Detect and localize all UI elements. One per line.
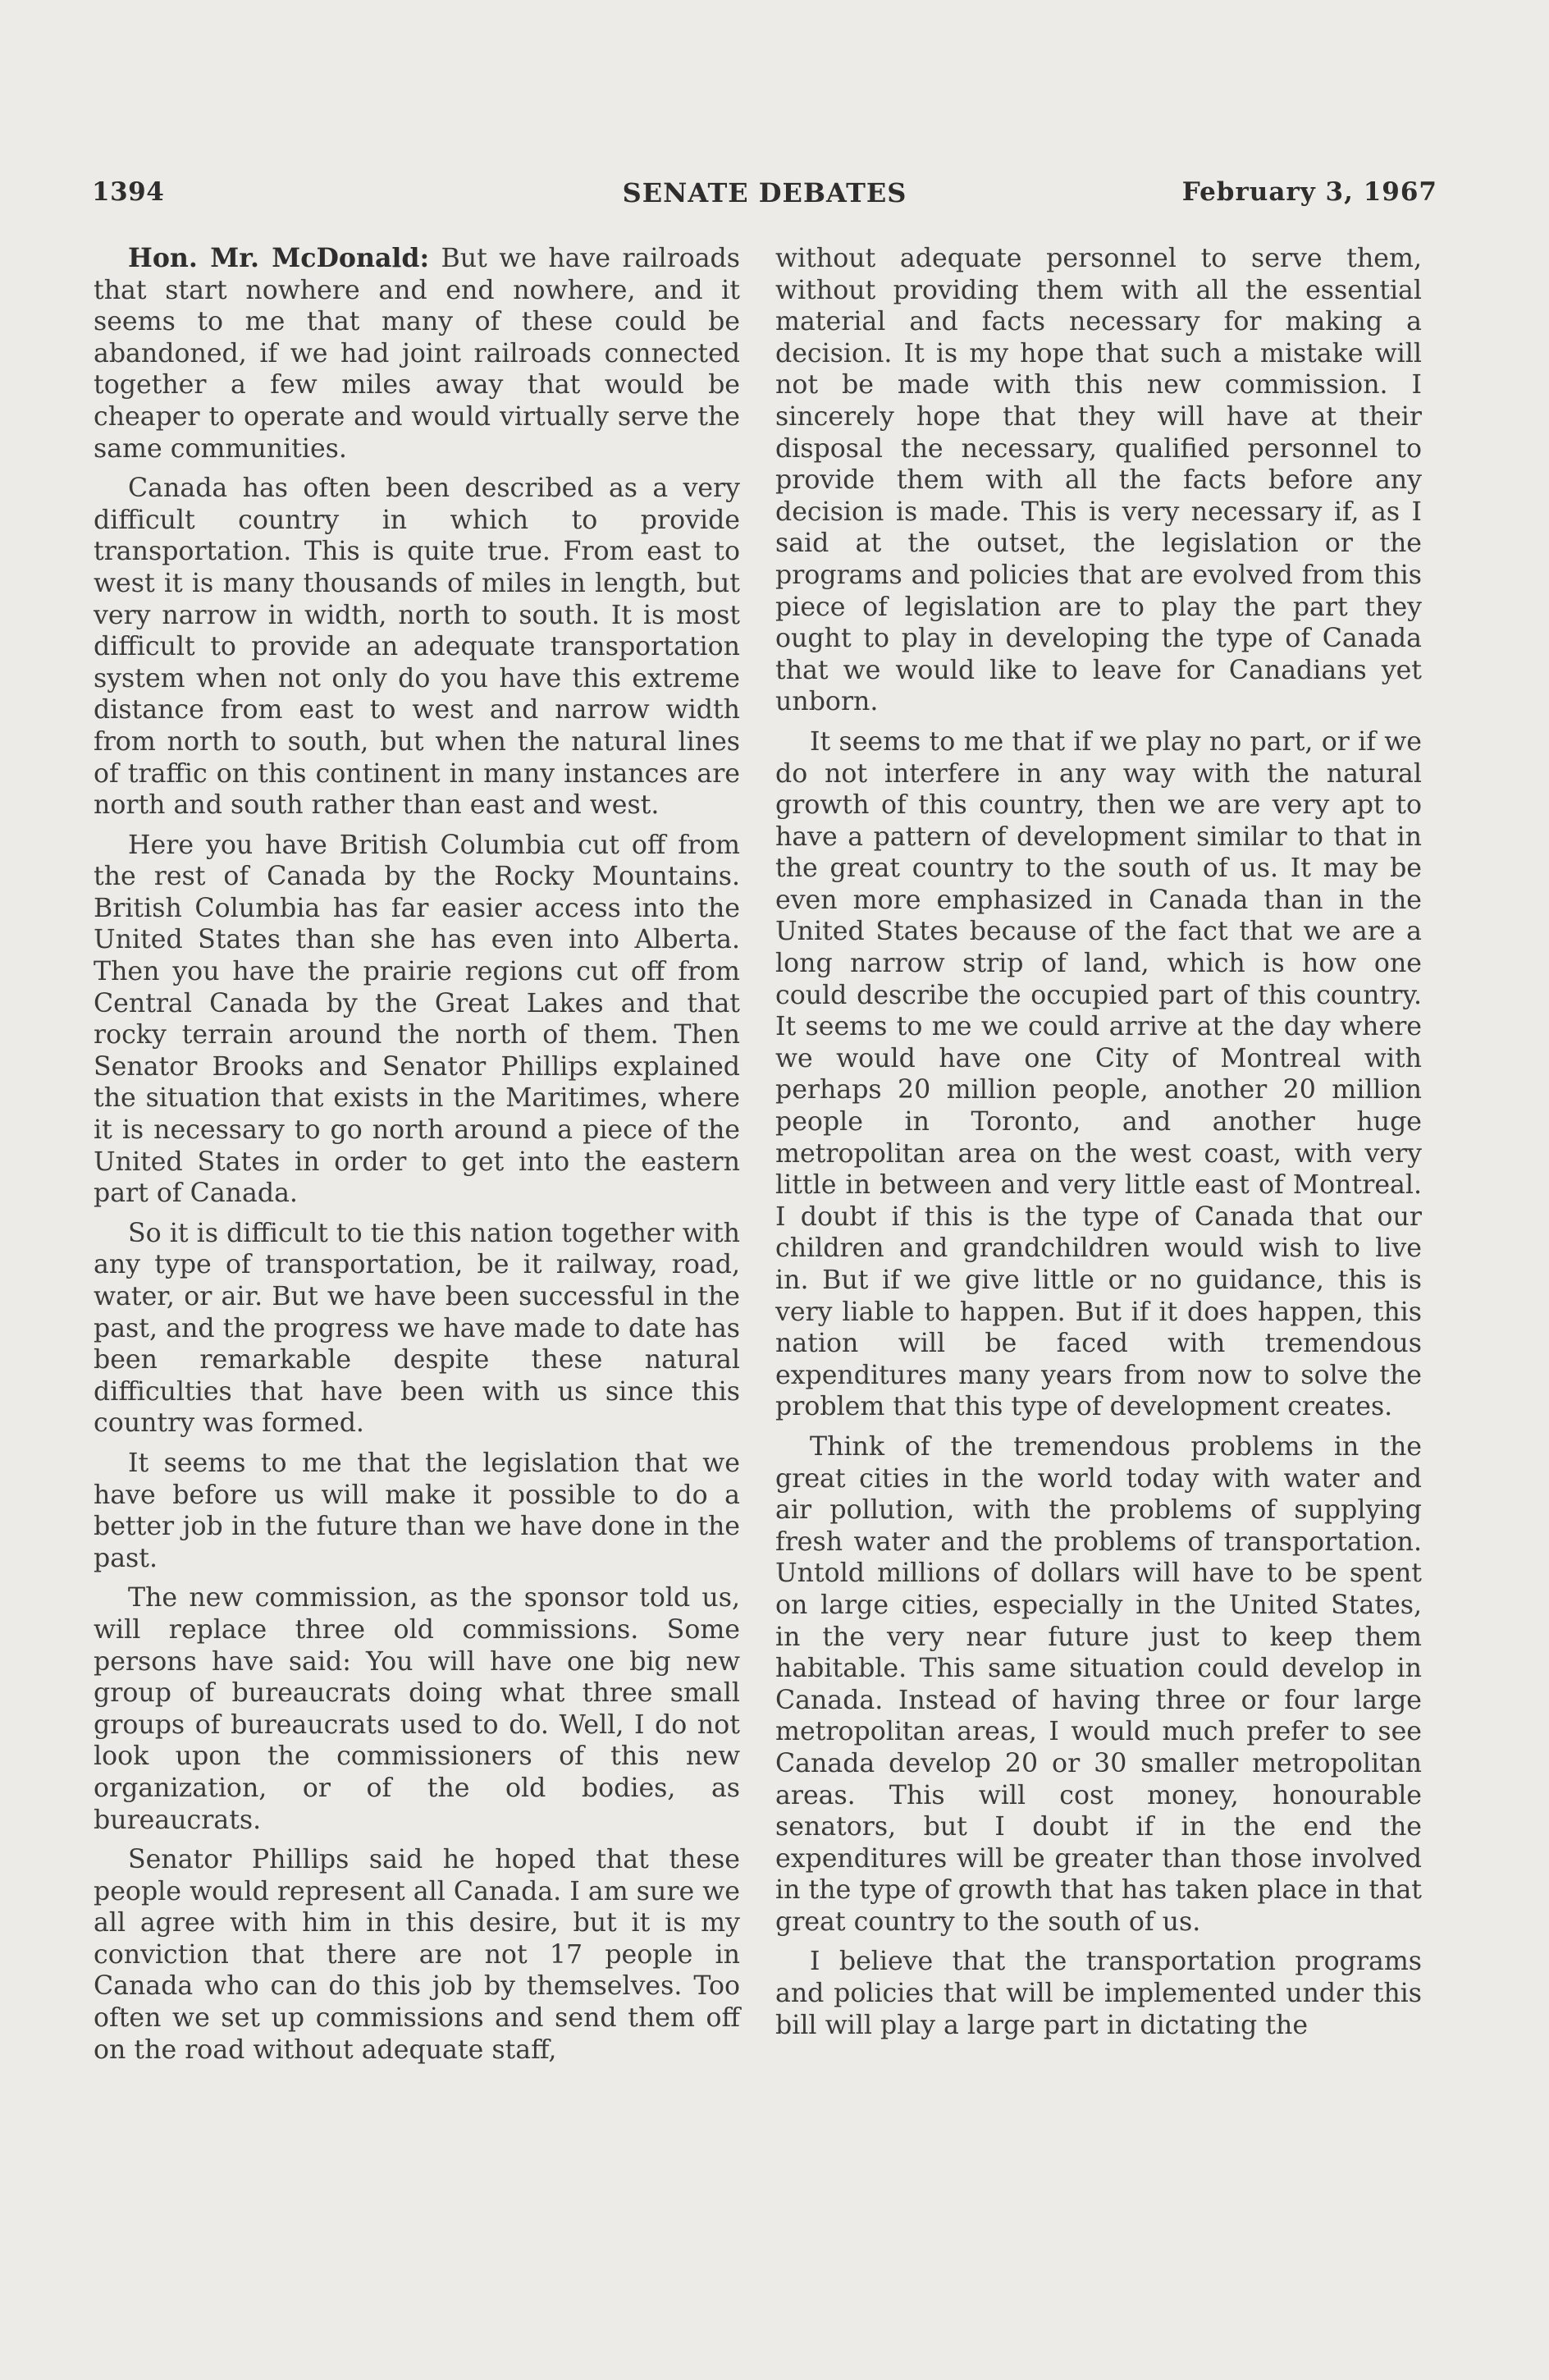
page-header: [92, 177, 1437, 218]
paragraph: So it is difficult to tie this nation together with any type of transportation, be it railway, road, water, or air. But we have been successful in the past, and the progress we have made to date has been remarkable despite these natural difficulties that have been with us since this country was formed.: [94, 1218, 740, 1439]
paragraph-text: But we have railroads that start nowhere and end nowhere, and it seems to me that many of these could be abandoned, if we had joint railroads connected together a few miles away that would be cheaper to operate and would virtually serve the same communities.: [94, 244, 740, 464]
paragraph: It seems to me that the legislation that we have before us will make it possible to do a better job in the future than we have done in the past.: [94, 1448, 740, 1573]
paragraph: without adequate personnel to serve them, without providing them with all the essential material and facts necessary for making a decision. It is my hope that such a mistake will not be made with this new commission. I sincerely hope that they will have at their disposal the necessary, qualified personnel to provide them with all the facts before any decision is made. This is very necessary if, as I said at the outset, the legislation or the programs and policies that are evolved from this piece of legislation are to play the part they ought to play in developing the type of Canada that we would like to leave for Canadians yet unborn.: [775, 244, 1422, 717]
paragraph: Here you have British Columbia cut off from the rest of Canada by the Rocky Mountains. British Columbia has far easier access into the United States than she has even into Alberta. Then you have the prairie regions cut off from Central Canada by the Great Lakes and that rocky terrain around the north of them. Then Senator Brooks and Senator Phillips explained the situation that exists in the Maritimes, where it is necessary to go north around a piece of the United States in order to get into the eastern part of Canada.: [94, 830, 740, 1209]
paragraph: Senator Phillips said he hoped that these people would represent all Canada. I am sure we all agree with him in this desire, but it is my conviction that there are not 17 people in Canada who can do this job by themselves. Too often we set up commissions and send them off on the road without adequate staff,: [94, 1845, 740, 2065]
paragraph: I believe that the transportation programs and policies that will be implemented under this bill will play a large part in dictating the: [775, 1947, 1422, 2040]
speaker-name: Hon. Mr. McDonald:: [128, 243, 430, 273]
paragraph: Think of the tremendous problems in the great cities in the world today with water and air pollution, with the problems of supplying fresh water and the problems of transportation. Untold millions of dollars will have to be spent on large cities, especially in the United States, in the very near future just to keep them habitable. This same situation could develop in Canada. Instead of having three or four large metropolitan areas, I would much prefer to see Canada develop 20 or 30 smaller metropolitan areas. This will cost money, honourable senators, but I doubt if in the end the expenditures will be greater than those involved in the type of growth that has taken place in that great country to the south of us.: [775, 1431, 1422, 1937]
page-number: 1394: [92, 177, 165, 207]
paragraph: Canada has often been described as a very difficult country in which to provide transportation. This is quite true. From east to west it is many thousands of miles in length, but very narrow in width, north to south. It is most difficult to provide an adequate transportation system when not only do you have this extreme distance from east to west and narrow width from north to south, but when the natural lines of traffic on this continent in many instances are north and south rather than east and west.: [94, 474, 740, 821]
left-column: [94, 243, 740, 2074]
paragraph: It seems to me that if we play no part, or if we do not interfere in any way with the natural growth of this country, then we are very apt to have a pattern of development similar to that in the great country to the south of us. It may be even more emphasized in Canada than in the United States because of the fact that we are a long narrow strip of land, which is how one could describe the occupied part of this country. It seems to me we could arrive at the day where we would have one City of Montreal with perhaps 20 million people, another 20 million people in Toronto, and another huge metropolitan area on the west coast, with very little in between and very little east of Montreal. I doubt if this is the type of Canada that our children and grandchildren would wish to live in. But if we give little or no guidance, this is very liable to happen. But if it does happen, this nation will be faced with tremendous expenditures many years from now to solve the problem that this type of development creates.: [775, 726, 1422, 1422]
paragraph: [94, 243, 740, 465]
session-date: February 3, 1967: [1181, 177, 1437, 207]
right-column: [775, 243, 1422, 2049]
paragraph: The new commission, as the sponsor told us, will replace three old commissions. Some persons have said: You will have one big new group of bureaucrats doing what three small groups of bureaucrats used to do. Well, I do not look upon the commissioners of this new organization, or of the old bodies, as bureaucrats.: [94, 1583, 740, 1835]
publication-title: SENATE DEBATES: [622, 177, 907, 208]
